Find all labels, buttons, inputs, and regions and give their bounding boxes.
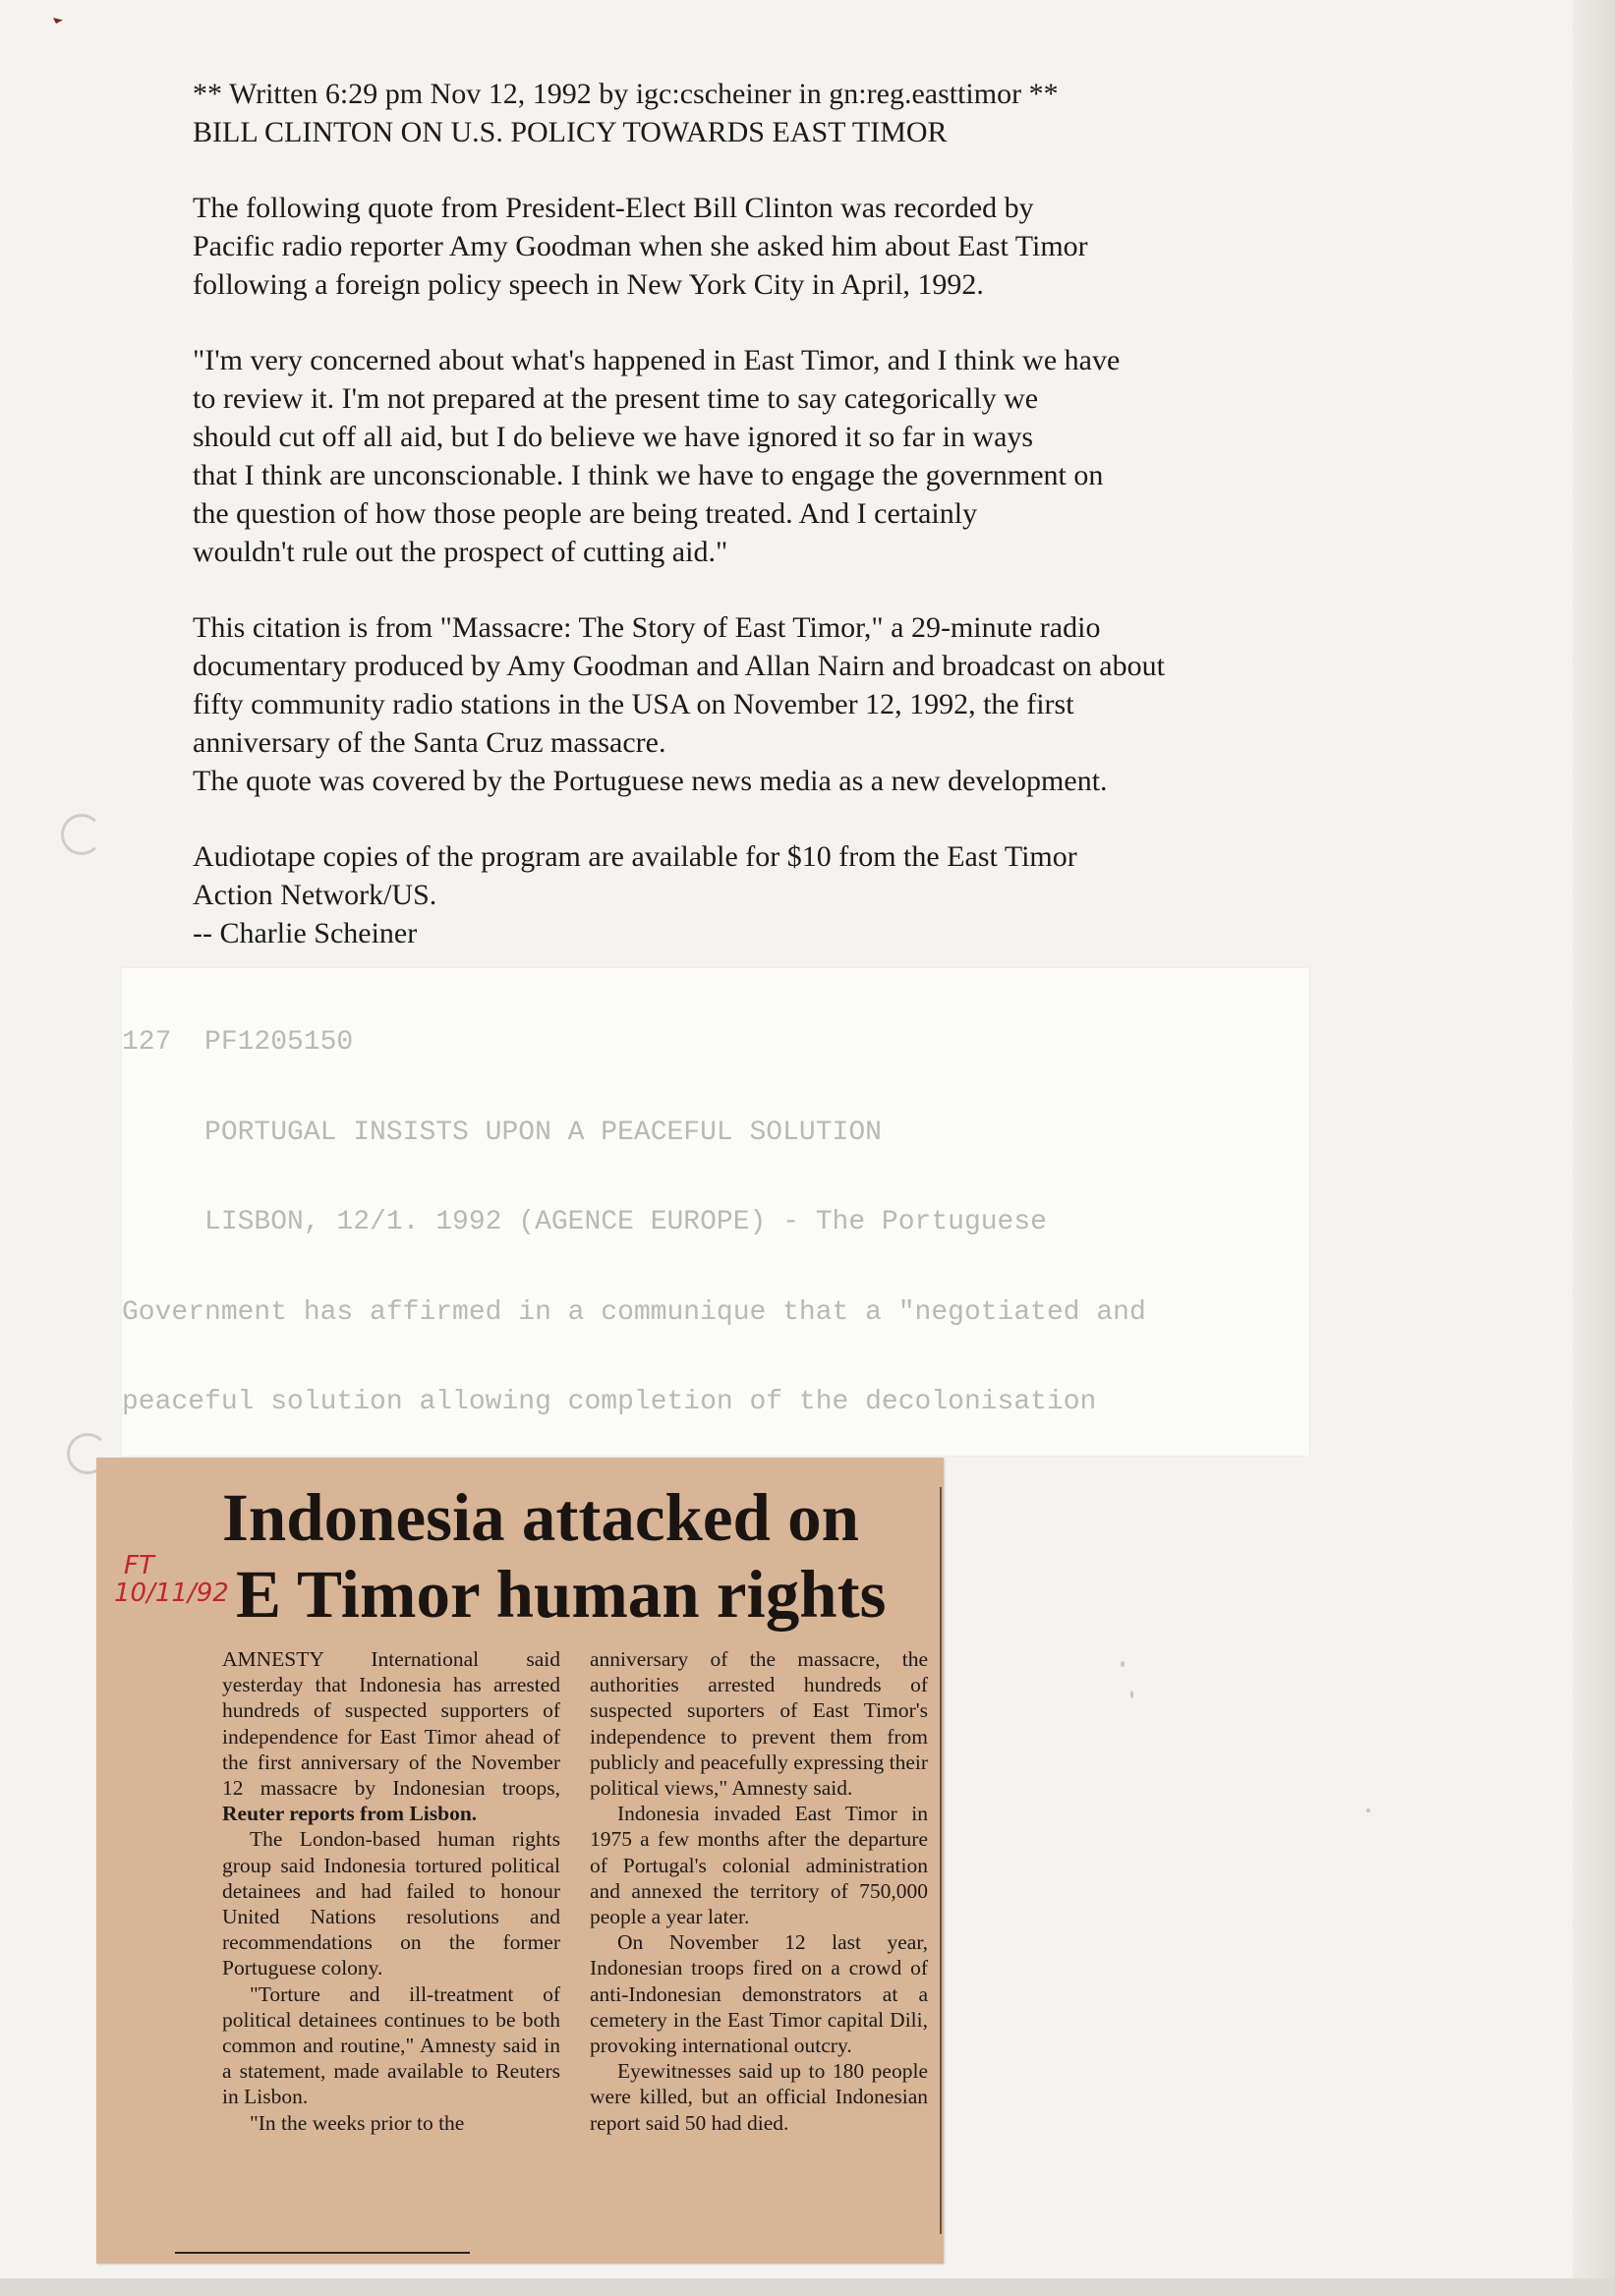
text-line: The following quote from President-Elect Bill Clinton was recorded by	[193, 192, 1034, 224]
paper-speck	[1366, 1808, 1370, 1812]
email-header-line: ** Written 6:29 pm Nov 12, 1992 by igc:cscheiner in gn:reg.easttimor **	[193, 78, 1059, 110]
text-line: following a foreign policy speech in New York City in April, 1992.	[193, 268, 984, 301]
text-line: anniversary of the Santa Cruz massacre.	[193, 726, 666, 759]
email-intro	[193, 189, 1333, 304]
text-line: the question of how those people are being treated. And I certainly	[193, 497, 978, 530]
article-paragraph: The London-based human rights group said Indonesia tortured political detainees and had failed to honour United Nations resolutions and recommendations on the former Portuguese colony.	[222, 1827, 560, 1980]
clipping-bottom-rule	[175, 2252, 470, 2254]
paper-speck	[1121, 1661, 1125, 1667]
text-line: Audiotape copies of the program are available for $10 from the East Timor	[193, 840, 1077, 873]
email-signature: -- Charlie Scheiner	[193, 917, 418, 949]
wire-headline: PORTUGAL INSISTS UPON A PEACEFUL SOLUTION	[122, 1117, 882, 1148]
article-paragraph: Indonesia invaded East Timor in 1975 a few months after the departure of Portugal's colonial administration and annexed the territory of 750,000 people a year later.	[590, 1802, 928, 1929]
text-line: This citation is from "Massacre: The Story of East Timor," a 29-minute radio	[193, 611, 1101, 644]
paper-speck	[1130, 1691, 1133, 1698]
handwritten-annotation	[114, 1552, 229, 1607]
wire-report-clipping	[122, 968, 1309, 1456]
annotation-source: FT	[124, 1551, 154, 1580]
corner-mark	[53, 18, 63, 24]
text-line: fifty community radio stations in the USA on November 12, 1992, the first	[193, 688, 1074, 720]
email-title: BILL CLINTON ON U.S. POLICY TOWARDS EAST TIMOR	[193, 116, 948, 148]
newspaper-clipping	[96, 1458, 944, 2264]
article-paragraph: On November 12 last year, Indonesian troops fired on a crowd of anti-Indonesian demonstrators at a cemetery in the East Timor capital Dili, provoking international outcry.	[590, 1930, 928, 2058]
clipping-right-edge-rule	[940, 1487, 942, 2234]
text-line: should cut off all aid, but I do believe we have ignored it so far in ways	[193, 421, 1034, 453]
punch-hole	[61, 814, 102, 855]
citation-paragraph	[193, 608, 1333, 800]
page-edge	[1573, 0, 1615, 2296]
text-line: The quote was covered by the Portuguese news media as a new development.	[193, 765, 1108, 797]
article-paragraph: "In the weeks prior to the	[250, 2110, 465, 2135]
email-printout	[193, 75, 1333, 952]
clipping-headline-line1: Indonesia attacked on	[222, 1480, 859, 1555]
text-line: to review it. I'm not prepared at the present time to say categorically we	[193, 382, 1039, 415]
article-byline: Reuter reports from Lisbon.	[222, 1802, 478, 1826]
article-lead-text: AMNESTY International said yesterday that Indonesia has arrested hundreds of suspected supporters of independence for East Timor ahead of the first anniversary of the November 12 massacre by Indonesian troops,	[222, 1647, 560, 1801]
article-column-1	[222, 1646, 560, 2136]
text-line: "I'm very concerned about what's happened in East Timor, and I think we have	[193, 344, 1121, 376]
text-line: Pacific radio reporter Amy Goodman when she asked him about East Timor	[193, 230, 1088, 262]
text-line: wouldn't rule out the prospect of cutting aid."	[193, 536, 728, 568]
clinton-quote	[193, 341, 1333, 571]
article-column-2	[590, 1646, 928, 2136]
text-line: documentary produced by Amy Goodman and Allan Nairn and broadcast on about	[193, 650, 1165, 682]
article-paragraph	[222, 1646, 560, 1826]
article-paragraph: anniversary of the massacre, the authorities arrested hundreds of suspected suporters of East Timor's independence to prevent them from publicly and peacefully expressing their political views," Amnesty said.	[590, 1647, 928, 1801]
text-line: that I think are unconscionable. I think we have to engage the government on	[193, 459, 1104, 491]
availability-paragraph	[193, 837, 1333, 914]
page-bottom-edge	[0, 2278, 1615, 2296]
wire-line: Government has affirmed in a communique that a "negotiated and	[122, 1296, 1146, 1328]
wire-line: 127 PF1205150	[122, 1027, 354, 1058]
clipping-headline-line2: E Timor human rights	[236, 1557, 887, 1632]
wire-line: peaceful solution allowing completion of the decolonisation	[122, 1387, 1097, 1417]
wire-line: LISBON, 12/1. 1992 (AGENCE EUROPE) - The Portuguese	[122, 1207, 1047, 1237]
annotation-date: 10/11/92	[114, 1578, 229, 1608]
text-line: Action Network/US.	[193, 879, 437, 911]
article-paragraph: Eyewitnesses said up to 180 people were killed, but an official Indonesian report said 50 had died.	[590, 2059, 928, 2135]
article-paragraph: "Torture and ill-treatment of political detainees continues to be both common and routine," Amnesty said in a statement, made available to Reuters in Lisbon.	[222, 1981, 560, 2109]
